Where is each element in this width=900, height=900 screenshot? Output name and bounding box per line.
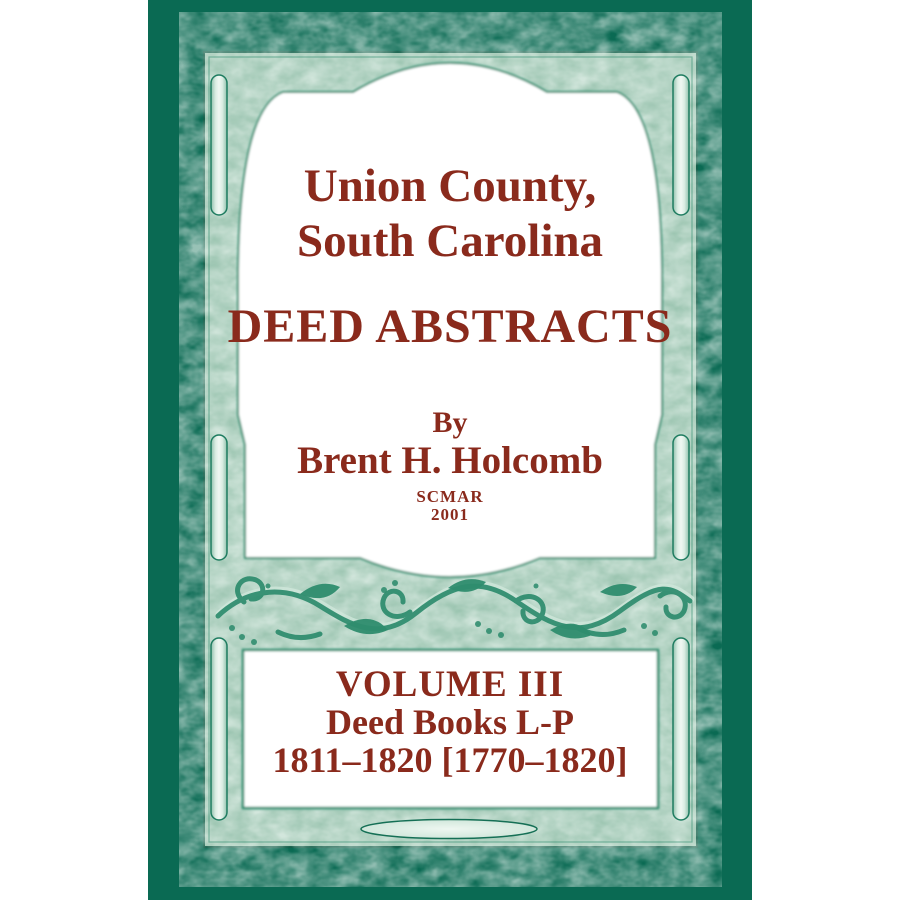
date-range: 1811–1820 [1770–1820] <box>272 740 628 780</box>
byline: By <box>432 406 468 439</box>
author-name: Brent H. Holcomb <box>297 439 603 482</box>
subtitle: DEED ABSTRACTS <box>227 300 673 353</box>
title-line-2: South Carolina <box>296 215 604 267</box>
publication-year: 2001 <box>431 505 469 524</box>
volume-label: VOLUME III <box>335 664 565 705</box>
publisher: SCMAR <box>416 487 484 506</box>
title-line-1: Union County, <box>303 160 597 212</box>
book-cover <box>148 0 752 900</box>
cover-text <box>148 0 752 900</box>
deed-books-label: Deed Books L-P <box>325 702 574 742</box>
